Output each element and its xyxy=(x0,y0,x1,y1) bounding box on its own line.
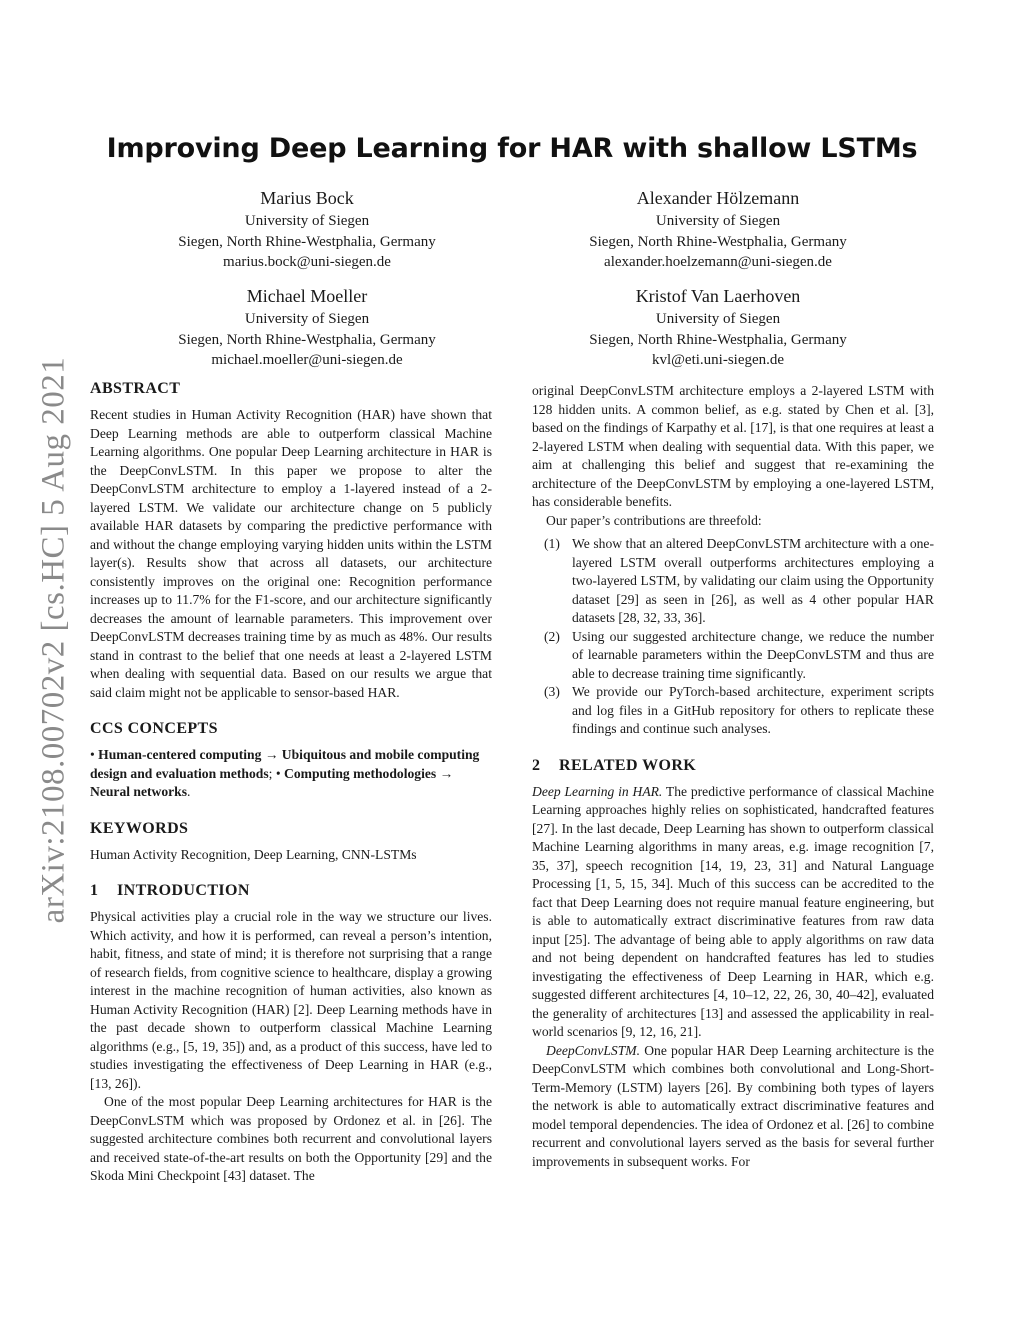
list-item xyxy=(532,628,934,684)
paragraph-title: Deep Learning in HAR. xyxy=(532,783,663,799)
section-title: RELATED WORK xyxy=(559,756,697,774)
ccs-concept: Computing methodologies → Neural networks xyxy=(90,765,454,799)
ccs-concepts xyxy=(90,746,492,802)
related-work-paragraph xyxy=(532,783,934,1042)
author-location: Siegen, North Rhine-Westphalia, Germany xyxy=(178,331,436,348)
contributions-intro: Our paper’s contributions are threefold: xyxy=(546,512,762,528)
author-name: Marius Bock xyxy=(260,188,354,208)
list-marker: (1) xyxy=(544,536,560,551)
introduction-paragraph: One of the most popular Deep Learning architectures for HAR is the DeepConvLSTM which was proposed by Ordonez et al. in [26]. The suggested architecture combines both recurrent and convolutional layers and received state-of-the-art results on both the Opportunity [29] and the Skoda Mini Checkpoint [43] dataset. The xyxy=(90,1094,492,1183)
abstract-heading: ABSTRACT xyxy=(90,380,181,397)
author-name: Alexander Hölzemann xyxy=(636,188,800,208)
ccs-separator: ; • xyxy=(268,765,284,781)
list-item xyxy=(532,535,934,628)
introduction-paragraph: Physical activities play a crucial role in the way we structure our lives. Which activity, and how it is performed, can reveal a person’s intention, habit, fitness, and state of mind; it is therefore not surprising that a range of research fields, from cognitive science to healthcare, display a growing interest in the machine recognition of human activities, also known as Human Activity Recognition (HAR) [2]. Deep Learning methods have in the past decade shown to outperform classical Machine Learning algorithms (e.g., [5, 19, 35]) and, as a product of this success, have led to studies investigating the effectiveness of Deep Learning in HAR (e.g., [13, 26]). xyxy=(90,909,492,1091)
section-number: 1 xyxy=(90,882,99,899)
paper-title: Improving Deep Learning for HAR with shallow LSTMs xyxy=(106,133,918,164)
list-marker: (3) xyxy=(544,684,560,699)
author-block xyxy=(508,284,928,371)
author-affiliation: University of Siegen xyxy=(655,311,781,327)
author-block xyxy=(508,186,928,273)
contributions-list xyxy=(532,535,934,739)
keywords-heading: KEYWORDS xyxy=(90,819,189,837)
related-work-paragraph xyxy=(532,1042,934,1172)
left-column xyxy=(90,378,492,1186)
arxiv-identifier-stamp: arXiv:2108.00702v2 [cs.HC] 5 Aug 2021 xyxy=(35,356,72,924)
introduction-heading xyxy=(90,880,492,902)
author-email: michael.moeller@uni-siegen.de xyxy=(211,352,403,368)
ccs-bullet: • xyxy=(90,747,99,762)
ccs-concept: Human-centered computing → Ubiquitous and mobile computing design and evaluation methods xyxy=(90,747,480,781)
author-email: alexander.hoelzemann@uni-siegen.de xyxy=(604,254,832,270)
list-item-text: Using our suggested architecture change, we reduce the number of learnable parameters within the DeepConvLSTM and thus are able to decrease training time significantly. xyxy=(572,628,934,681)
paragraph-title: DeepConvLSTM. xyxy=(546,1042,641,1058)
author-affiliation: University of Siegen xyxy=(244,311,370,327)
author-email: marius.bock@uni-siegen.de xyxy=(223,254,391,270)
right-column xyxy=(532,382,934,1171)
section-number: 2 xyxy=(532,756,541,774)
author-location: Siegen, North Rhine-Westphalia, Germany xyxy=(178,233,436,250)
introduction-paragraph: original DeepConvLSTM architecture employs a 2-layered LSTM with 128 hidden units. A common belief, as e.g. stated by Chen et al. [3], based on the findings of Karpathy et al. [17], is that one requires at least a 2-layered LSTM when dealing with sequential data. With this paper, we aim at challenging this belief and suggest that re-examining the architecture of the DeepConvLSTM by employing a one-layered LSTM, has considerable benefits. xyxy=(532,383,934,509)
paragraph-body: The predictive performance of classical Machine Learning approaches highly relies on sophisticated, handcrafted features [27]. In the last decade, Deep Learning has shown to outperform classical Machine Learning algorithms in many areas, e.g. image recognition [7, 35, 37], speech recognition [14, 19, 23, 31] and Natural Language Processing [1, 5, 15, 34]. Much of this success can be accredited to the fact that Deep Learning does not require manual feature engineering, but is able to automatically extract discriminative features from raw data input [25]. The advantage of being able to apply algorithms on raw data and not being dependent on handcrafted features has led to studies investigating the effectiveness of Deep Learning in HAR, which e.g. suggested different architectures [4, 10–12, 22, 26, 30, 40–42], evaluated the generality of architectures [13] and assessed the applicability in real-world scenarios [9, 12, 16, 21]. xyxy=(532,783,935,1039)
ccs-heading: CCS CONCEPTS xyxy=(90,720,218,737)
paragraph-body: One popular HAR Deep Learning architecture is the DeepConvLSTM which combines both convolutional and Long-Short-Term-Memory (LSTM) layers [26]. By combining both types of layers the network is able to automatically extract discriminative features and model temporal dependencies. The idea of Ordonez et al. [26] to combine recurrent and convolutional layers served as the basis for several further improvements in subsequent works. For xyxy=(532,1042,934,1169)
author-affiliation: University of Siegen xyxy=(655,213,781,229)
list-marker: (2) xyxy=(544,628,560,644)
abstract-text: Recent studies in Human Activity Recognition (HAR) have shown that Deep Learning methods are able to outperform classical Machine Learning algorithms. One popular Deep Learning architecture in HAR is the DeepConvLSTM. In this paper we propose to alter the DeepConvLSTM architecture to employ a 1-layered instead of a 2-layered LSTM. We validate our architecture change on 5 publicly available HAR datasets by comparing the predictive performance with and without the change employing varying hidden units within the LSTM layer(s). Results show that across all datasets, our architecture consistently improves on the original one: Recognition performance increases up to 11.7% for the F1-score, and our architecture significantly decreases the amount of learnable parameters. This improvement over DeepConvLSTM decreases training time by as much as 48%. Our results stand in contrast to the belief that one needs at least a 2-layered LSTM when dealing with sequential data. Based on our results we argue that said claim might not be applicable to sensor-based HAR. xyxy=(90,407,492,700)
keywords-text: Human Activity Recognition, Deep Learning, CNN-LSTMs xyxy=(90,846,417,862)
related-work-heading xyxy=(532,755,934,777)
section-title: INTRODUCTION xyxy=(117,882,250,899)
author-location: Siegen, North Rhine-Westphalia, Germany xyxy=(589,233,847,250)
author-affiliation: University of Siegen xyxy=(244,213,370,229)
author-name: Kristof Van Laerhoven xyxy=(635,286,801,306)
list-item xyxy=(532,683,934,739)
list-item-text: We provide our PyTorch-based architecture, experiment scripts and log files in a GitHub repository for others to replicate these findings and continue such analyses. xyxy=(572,684,934,736)
ccs-end: . xyxy=(187,784,191,799)
author-block xyxy=(97,186,517,273)
author-block xyxy=(97,284,517,371)
author-name: Michael Moeller xyxy=(246,286,368,306)
author-location: Siegen, North Rhine-Westphalia, Germany xyxy=(589,331,847,348)
list-item-text: We show that an altered DeepConvLSTM architecture with a one-layered LSTM overall outperforms architectures employing a two-layered LSTM, by validating our claim using the Opportunity dataset [29] as seen in [26], as well as 4 other popular HAR datasets [28, 32, 33, 36]. xyxy=(572,536,934,625)
author-email: kvl@eti.uni-siegen.de xyxy=(651,352,785,368)
